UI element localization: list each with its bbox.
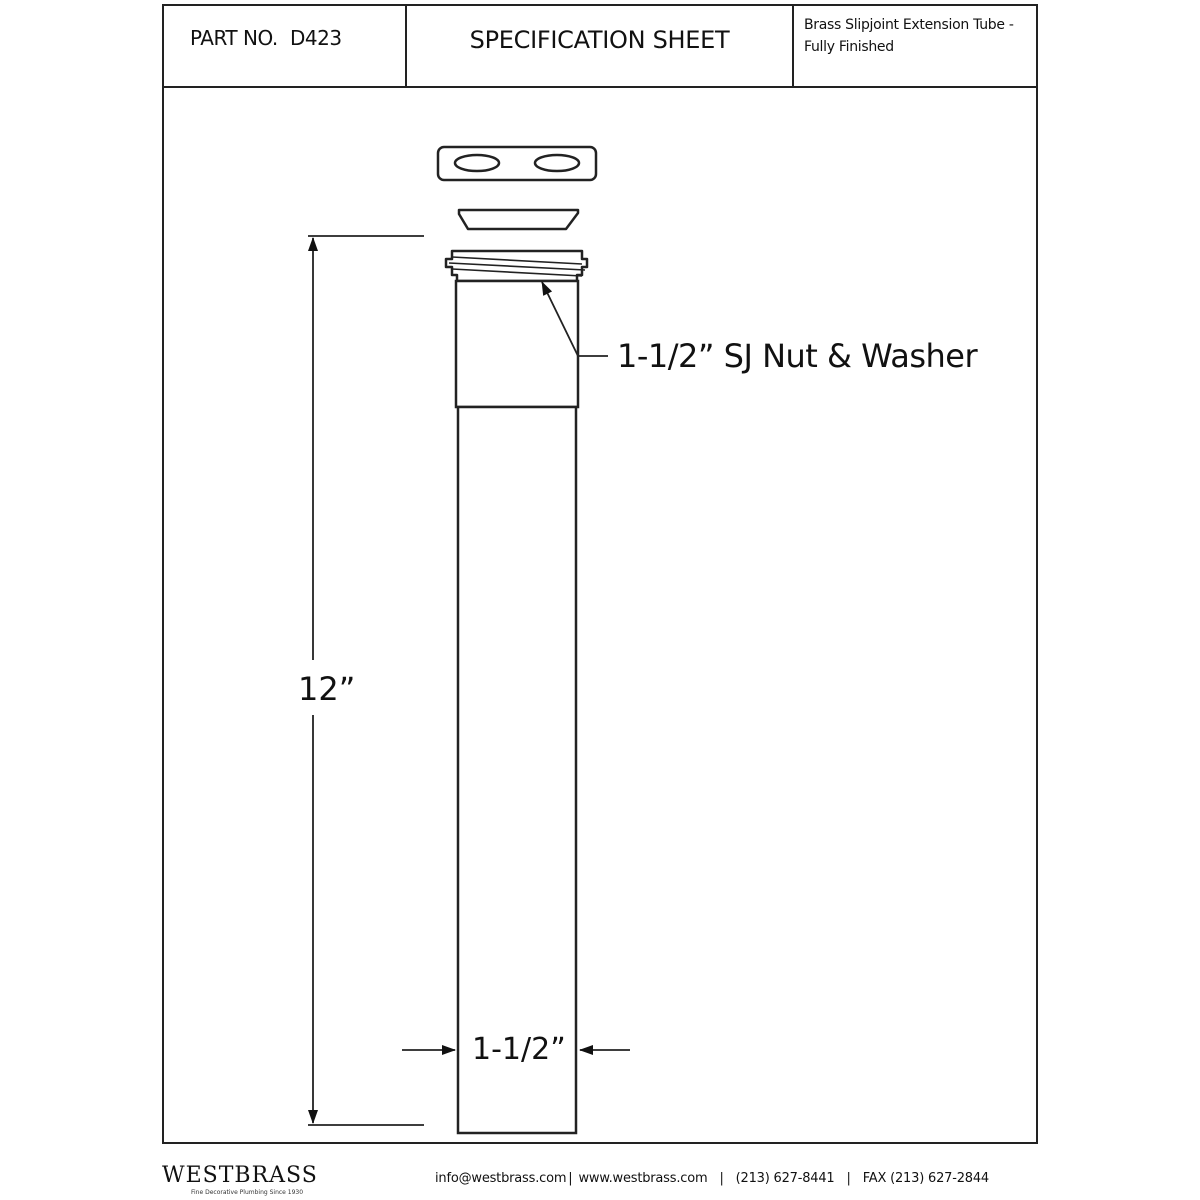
footer — [0, 1150, 1200, 1200]
part-number-value: D423 — [290, 26, 342, 50]
brand-logo: WESTBRASS — [162, 1163, 318, 1188]
brand-tagline: Fine Decorative Plumbing Since 1930 — [191, 1189, 304, 1196]
slip-nut — [446, 251, 587, 281]
product-description-line-2: Fully Finished — [804, 39, 894, 55]
extension-tube — [456, 281, 578, 1133]
length-dimension-label: 12” — [298, 670, 356, 708]
flange-plate — [438, 147, 596, 180]
contact-info: info@westbrass.com | www.westbrass.com | (213) 627-8441 | FAX (213) 627-2844 — [435, 1171, 989, 1186]
phone-number: (213) 627-8441 — [735, 1171, 835, 1186]
part-number-label: PART NO. — [190, 26, 278, 50]
beveled-washer — [459, 210, 578, 229]
fax-number: FAX (213) 627-2844 — [862, 1171, 989, 1186]
website-link[interactable]: www.westbrass.com — [578, 1171, 708, 1186]
email-link[interactable]: info@westbrass.com — [435, 1171, 567, 1186]
sheet-title: SPECIFICATION SHEET — [469, 26, 730, 54]
product-description-line-1: Brass Slipjoint Extension Tube - — [804, 17, 1014, 33]
nut-washer-callout: 1-1/2” SJ Nut & Washer — [617, 337, 978, 375]
diameter-dimension-label: 1-1/2” — [472, 1032, 566, 1067]
